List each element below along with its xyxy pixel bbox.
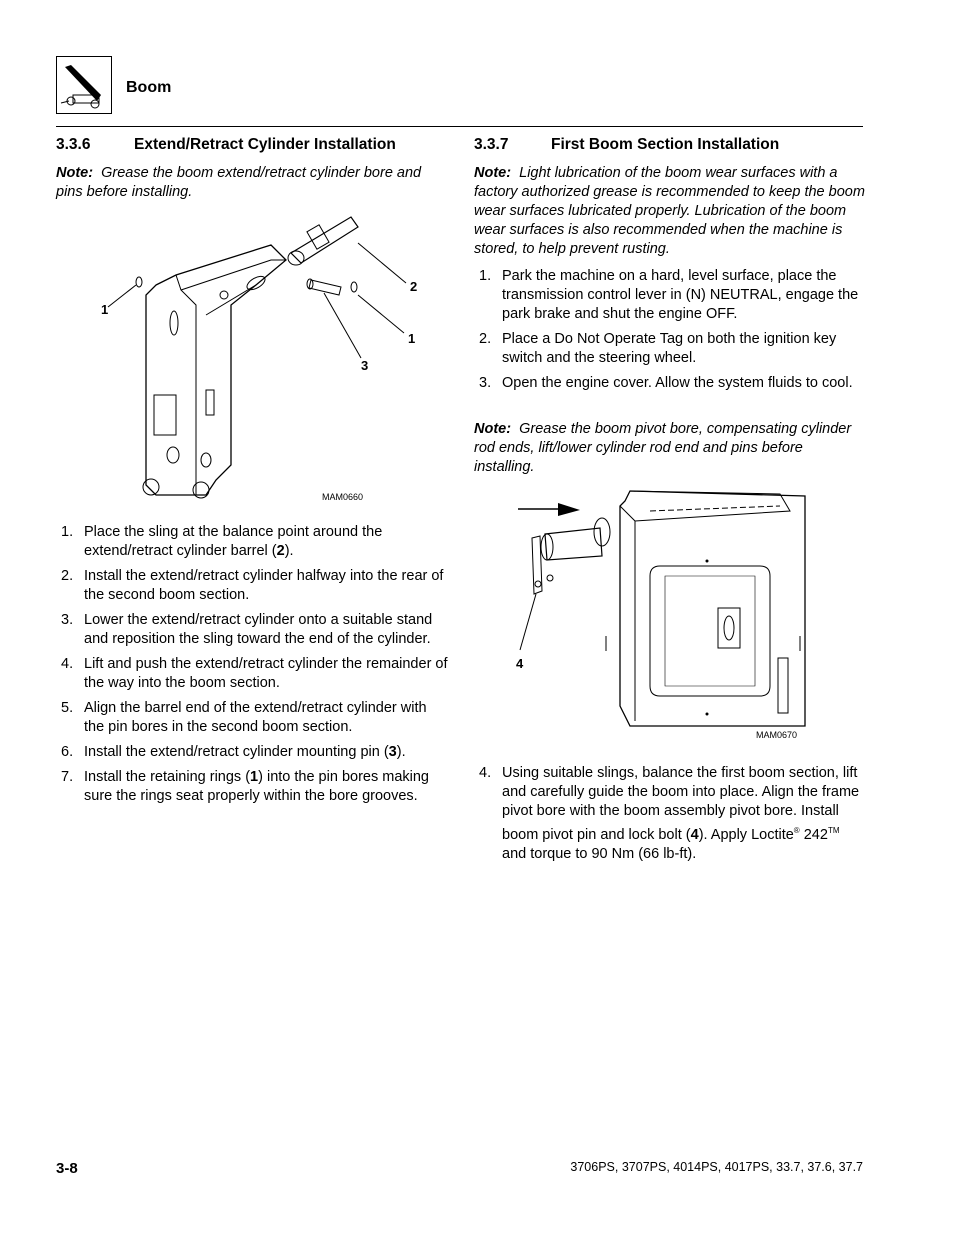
- list-item: 2. Place a Do Not Operate Tag on both the ignition key switch and the steering wheel.: [479, 331, 837, 366]
- list-item: 6. Install the extend/retract cylinder mounting pin (3).: [61, 744, 406, 760]
- figure-boom-frame: [510, 486, 810, 746]
- page-number: 3-8: [56, 1160, 78, 1177]
- list-item: 5. Align the barrel end of the extend/retract cylinder with the pin bores in the second boom section.: [61, 700, 427, 735]
- chapter-title: Boom: [126, 79, 172, 96]
- list-item: 3. Open the engine cover. Allow the system fluids to cool.: [479, 375, 853, 391]
- telehandler-icon: [57, 57, 111, 113]
- header-rule: [56, 126, 863, 127]
- callout-3: 3: [361, 358, 369, 373]
- callout-1-left: 1: [101, 302, 109, 317]
- list-item: 1. Park the machine on a hard, level surface, place the transmission control lever in (N) NEUTRAL, engage the park brake and shut the engine OFF.: [479, 268, 859, 322]
- note: Note: Light lubrication of the boom wear surfaces with a factory authorized grease is recommended to keep the boom wear surfaces lubricated properly. Lubrication of the boom wear surfaces is also recommended when the machine is stored, to help prevent rusting.: [474, 165, 865, 257]
- list-item: 7. Install the retaining rings (1) into the pin bores making sure the rings seat properly within the bore grooves.: [61, 769, 429, 804]
- note: Note: Grease the boom pivot bore, compensating cylinder rod ends, lift/lower cylinder rod end and pins before installing.: [474, 421, 852, 475]
- boom-section-illustration: [96, 205, 426, 505]
- list-item: 3. Lower the extend/retract cylinder onto a suitable stand and reposition the sling toward the end of the cylinder.: [61, 612, 433, 647]
- figure-boom-cylinder: [96, 205, 426, 505]
- list-item: 4. Using suitable slings, balance the first boom section, lift and carefully guide the boom into place. Align the frame pivot bore with the boom assembly pivot bore. Install boom pivot pin and lock bolt (4). Apply Loctite® 242™ and torque to 90 Nm (66 lb-ft).: [479, 765, 860, 862]
- section-number: 3.3.7: [474, 136, 509, 153]
- section-title: First Boom Section Installation: [551, 136, 780, 153]
- list-item: 4. Lift and push the extend/retract cylinder the remainder of the way into the boom section.: [61, 656, 448, 691]
- list-item: 2. Install the extend/retract cylinder halfway into the rear of the second boom section.: [61, 568, 444, 603]
- section-number: 3.3.6: [56, 136, 91, 153]
- figure-code: MAM0670: [756, 730, 798, 740]
- callout-2: 2: [410, 279, 418, 294]
- note-text: Grease the boom extend/retract cylinder bore and pins before installing.: [56, 165, 422, 200]
- left-steps: [56, 523, 448, 812]
- model-list: 3706PS, 3707PS, 4014PS, 4017PS, 33.7, 37.6, 37.7: [570, 1160, 863, 1174]
- list-item: 1. Place the sling at the balance point around the extend/retract cylinder barrel (2).: [61, 524, 383, 559]
- note: [56, 164, 448, 202]
- figure-code: MAM0660: [322, 492, 364, 502]
- note-label: Note:: [56, 165, 94, 181]
- section-title: Extend/Retract Cylinder Installation: [134, 136, 396, 153]
- callout-4: 4: [516, 656, 524, 671]
- callout-1-right: 1: [408, 331, 416, 346]
- frame-pivot-illustration: [510, 486, 810, 746]
- right-steps: [474, 267, 866, 399]
- right-steps-continued: [474, 764, 866, 870]
- chapter-logo: [56, 56, 112, 114]
